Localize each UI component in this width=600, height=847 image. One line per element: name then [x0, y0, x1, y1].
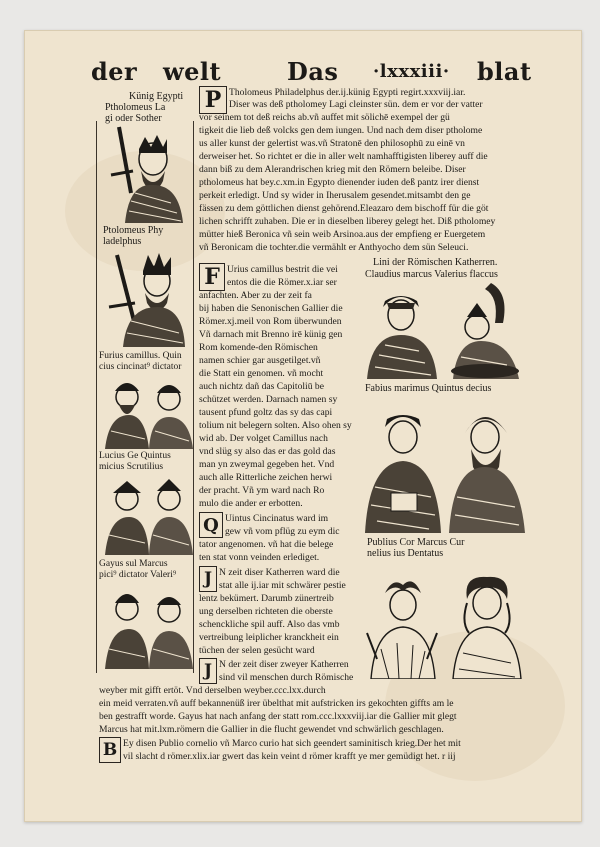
text-line: dann biß zu dem Alerandrischen krieg mit den Römern beleibe. Diser [199, 164, 466, 175]
caption-ptolomeus-phy: Ptolomeus Phy [103, 225, 164, 236]
woodcut-publius-cornelius [361, 563, 443, 679]
caption-lucius-genicius: Lucius Ge Quintus [99, 451, 171, 461]
text-line: auch alle Ritterliche zeichen herwi [199, 472, 333, 483]
text-line: ben gestrafft worde. Gayus hat nach anfang der statt rom.ccc.lxxxviij.iar die Gallier mit glegt [99, 711, 457, 722]
woodcut-valerius-flaccus [445, 283, 527, 379]
initial-b: B [99, 737, 121, 763]
initial-i: J [199, 658, 217, 684]
text-line: sind vil menschen durch Römische [219, 672, 354, 683]
text-line: tator angenomen. vñ hat die belege [199, 539, 334, 550]
text-line: Ey disen Publio cornelio vñ Marco curio hat sich geendert saminitisch krieg.Der het mit [123, 738, 461, 749]
header-blat: blat [477, 57, 532, 86]
text-line: ptholomeus hat bey.c.xm.in Egypto dienender iuden deß pantz irer dienst [199, 177, 480, 188]
woodcut-fabius-maximus [361, 397, 443, 533]
text-line: ung derselben richteten die oberste [199, 606, 333, 617]
text-line: ten stat vonn veinden erlediget. [199, 552, 320, 563]
text-line: namen schier gar ausgetilget.vñ [199, 355, 321, 366]
text-line: vor seinem tot deß reichs ab.vñ auffet mit sölichē exempel der gü [199, 112, 450, 123]
text-line: Uintus Cincinatus ward im [225, 513, 329, 524]
caption-lini-der-roemischen-katherren: Lini der Römischen Katherren. [373, 257, 498, 268]
woodcut-ptolemy-soter [101, 123, 187, 223]
text-line: weyber mit gifft ertöt. Vnd derselben weyber.ccc.lxx.durch [99, 685, 326, 696]
text-line: vnd slüg sy also das er das gold das [199, 446, 336, 457]
text-line: Römer.xj.meil von Rom überwunden [199, 316, 342, 327]
column-rule [96, 121, 97, 673]
header-der: der [91, 57, 138, 86]
text-line: schützet werden. Darnach namen sy [199, 394, 338, 405]
caption-cincinatus: cius cincinat⁹ dictator [99, 362, 182, 372]
caption-oder-sother: gi oder Sother [105, 113, 162, 124]
text-line: tigkeit die lieb deß volcks gen dem iungen. Und nach dem diser ptholome [199, 125, 483, 136]
text-line: wid ab. Der volget Camillus nach [199, 433, 328, 444]
text-line: gew vñ vom pflüg zu eym dic [225, 526, 340, 537]
text-line: stat alle ij.iar mit schwärer pestie [219, 580, 346, 591]
text-line: die Statt ein genomen. vñ mocht [199, 368, 324, 379]
caption-gayus-sulpicius: Gayus sul Marcus [99, 559, 168, 569]
text-line: der pracht. Vñ ym ward nach Ro [199, 485, 325, 496]
text-line: us aller kunst der gelertist was.vñ Stratonē den philosophū zu einē vn [199, 138, 465, 149]
initial-f: F [199, 263, 225, 291]
book-page [24, 30, 582, 822]
initial-q: Q [199, 512, 223, 538]
text-line: Urius camillus bestrit die vei [227, 264, 338, 275]
text-line: anfachten. Aber zu der zeit fa [199, 290, 312, 301]
caption-claudius-valerius: Claudius marcus Valerius flaccus [365, 269, 498, 280]
header-das: Das [287, 57, 339, 86]
text-line: schenckliche spil auff. Also das vmb [199, 619, 340, 630]
text-line: Marcus hat mit.lxm.römern die Gallier in die flucht gewendet vnd schwärlich geschlagen. [99, 724, 444, 735]
column-rule [193, 121, 194, 673]
woodcut-ptolemy-philadelphus [101, 247, 187, 347]
caption-publius-marcus: Publius Cor Marcus Cur [367, 537, 465, 548]
caption-furius-camillus: Furius camillus. Quin [99, 351, 182, 361]
text-line: bij haben die Senonischen Gallier die [199, 303, 343, 314]
folio-number: ·lxxxiii· [373, 61, 450, 82]
woodcut-camillus-cincinnatus [101, 375, 195, 449]
caption-ptholomeus-lagi: Ptholomeus La [105, 102, 166, 113]
caption-fabius-decius: Fabius marimus Quintus decius [365, 383, 492, 394]
woodcut-marcus-curius-dentatus [445, 563, 527, 679]
caption-servilius: micius Scrutilius [99, 462, 164, 472]
caption-ladelphus: ladelphus [103, 236, 142, 247]
text-line: vil slacht d römer.xlix.iar gwert das kein veint d römer krafft ye mer gemüdigt het. r iij [123, 751, 456, 762]
woodcut-genucius-servilius [101, 477, 195, 555]
text-line: N zeit diser Katherren ward die [219, 567, 340, 578]
text-line: Diser was deß ptholomey Lagi cleinster sün. dem er vor der vatter [229, 99, 483, 110]
text-line: tolium nit belegern solten. Also ohen sy [199, 420, 352, 431]
woodcut-claudius-marcus [361, 283, 443, 379]
text-line: auch nichtz dañ das Capitoliū be [199, 381, 324, 392]
text-line: lentz bekümert. Darumb zünertreib [199, 593, 334, 604]
text-line: vertreibung leiplicher kranckheit ein [199, 632, 339, 643]
text-line: mütter hieß Beronica vñ sein weib Arsinoa.aus der empfieng er Euergetem [199, 229, 486, 240]
text-line: N der zeit diser zweyer Katherren [219, 659, 349, 670]
text-line: tüchen der selen gesücht ward [199, 645, 315, 656]
text-line: man yn zweymal gegeben het. Vnd [199, 459, 335, 470]
initial-i: J [199, 566, 217, 592]
text-line: tausent pfund goltz das sy das capi [199, 407, 333, 418]
text-line: derweiser het. So richtet er die in aller welt namhafftigisten liberey auff die [199, 151, 488, 162]
text-line: vñ Beronicam die tochter.die vermählt er Anthyocho dem sün Seleuci. [199, 242, 469, 253]
initial-p: P [199, 86, 227, 114]
woodcut-sulpicius-valerius [101, 583, 195, 669]
caption-cornelius-dentatus: nelius ius Dentatus [367, 548, 444, 559]
text-line: Rom komende-den Römischen [199, 342, 318, 353]
header-welt: welt [163, 57, 222, 86]
text-line: fässen zu dem göttlichen dienst gehörend.Eleazaro dem bischoff für die göt [199, 203, 489, 214]
text-line: lichen schrifft zuhaben. Die er in dieselben liberey gelegt het. Diß ptholomey [199, 216, 496, 227]
text-line: perkeit erledigt. Und sy wider in Iherusalem gesendet.mitsambt den ge [199, 190, 471, 201]
text-line: Tholomeus Philadelphus der.ij.künig Egypti regirt.xxxviij.iar. [229, 87, 466, 98]
text-line: entos die die Römer.x.iar ser [227, 277, 337, 288]
caption-kuenig-egypti: Künig Egypti [129, 91, 184, 102]
text-line: ein meid verraten.vñ auff bekannenüß irer übelthat mit aufstricken irs gekochten giffts am le [99, 698, 454, 709]
text-line: Vñ darnach mit Brenno irē künig gen [199, 329, 343, 340]
caption-dictator-valerius: pici⁹ dictator Valeri⁹ [99, 570, 177, 580]
woodcut-quintus-decius [445, 397, 527, 533]
text-line: mulo die ander er erbotten. [199, 498, 303, 509]
